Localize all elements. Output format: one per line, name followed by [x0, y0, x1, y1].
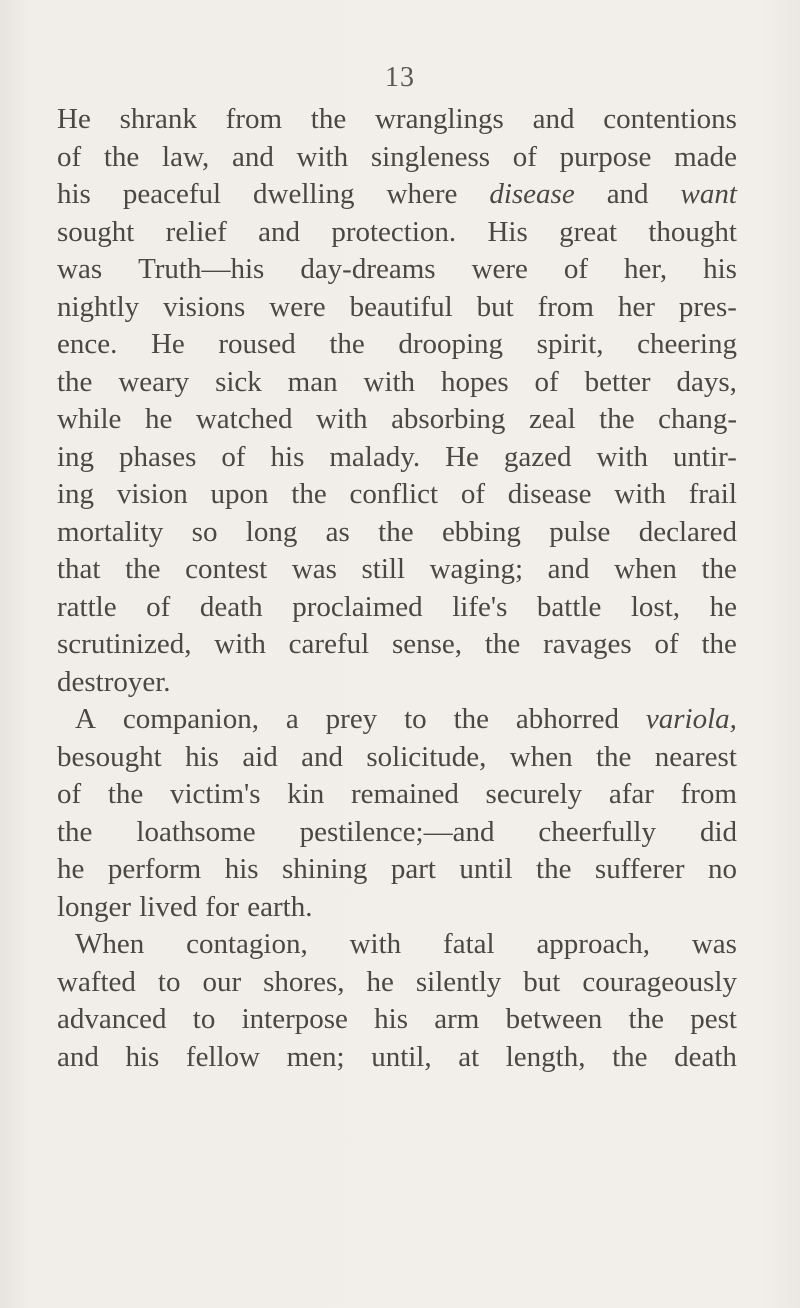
text-line: wafted to our shores, he silently but courageously: [57, 965, 737, 998]
page-number: 13: [385, 62, 415, 93]
text-line: besought his aid and solicitude, when the nearest: [57, 740, 737, 773]
text-line: of the victim's kin remained securely afar from: [57, 778, 737, 810]
paragraph: [57, 926, 737, 1076]
text-line: his peaceful dwelling where disease and want: [57, 178, 737, 210]
text-line: advanced to interpose his arm between the pest: [57, 1003, 737, 1035]
text-line: When contagion, with fatal approach, was: [75, 928, 737, 960]
text-line: He shrank from the wranglings and contentions: [57, 103, 737, 135]
text-line: rattle of death proclaimed life's battle lost, he: [57, 590, 737, 623]
text-line: destroyer.: [57, 665, 171, 698]
text-line: A companion, a prey to the abhorred variola,: [75, 703, 737, 735]
text-line: scrutinized, with careful sense, the ravages of the: [57, 628, 737, 660]
body-text: [57, 101, 737, 1076]
text-line: the weary sick man with hopes of better days,: [57, 365, 737, 398]
text-line: sought relief and protection. His great thought: [57, 215, 737, 248]
text-line: of the law, and with singleness of purpose made: [57, 140, 737, 173]
text-line: was Truth—his day-dreams were of her, his: [57, 253, 737, 285]
text-line: mortality so long as the ebbing pulse declared: [57, 515, 737, 548]
text-line: and his fellow men; until, at length, the death: [57, 1040, 737, 1073]
text-line: he perform his shining part until the sufferer no: [57, 853, 737, 885]
text-line: longer lived for earth.: [57, 890, 313, 923]
text-line: that the contest was still waging; and when the: [57, 553, 737, 585]
text-line: the loathsome pestilence;—and cheerfully did: [57, 815, 737, 848]
text-line: ing vision upon the conflict of disease with frail: [57, 478, 737, 510]
paragraph: [57, 701, 737, 926]
text-line: ence. He roused the drooping spirit, cheering: [57, 328, 737, 360]
paragraph: [57, 101, 737, 701]
text-line: nightly visions were beautiful but from her pres-: [57, 290, 737, 323]
text-line: while he watched with absorbing zeal the chang-: [57, 403, 737, 435]
text-line: ing phases of his malady. He gazed with untir-: [57, 440, 737, 473]
